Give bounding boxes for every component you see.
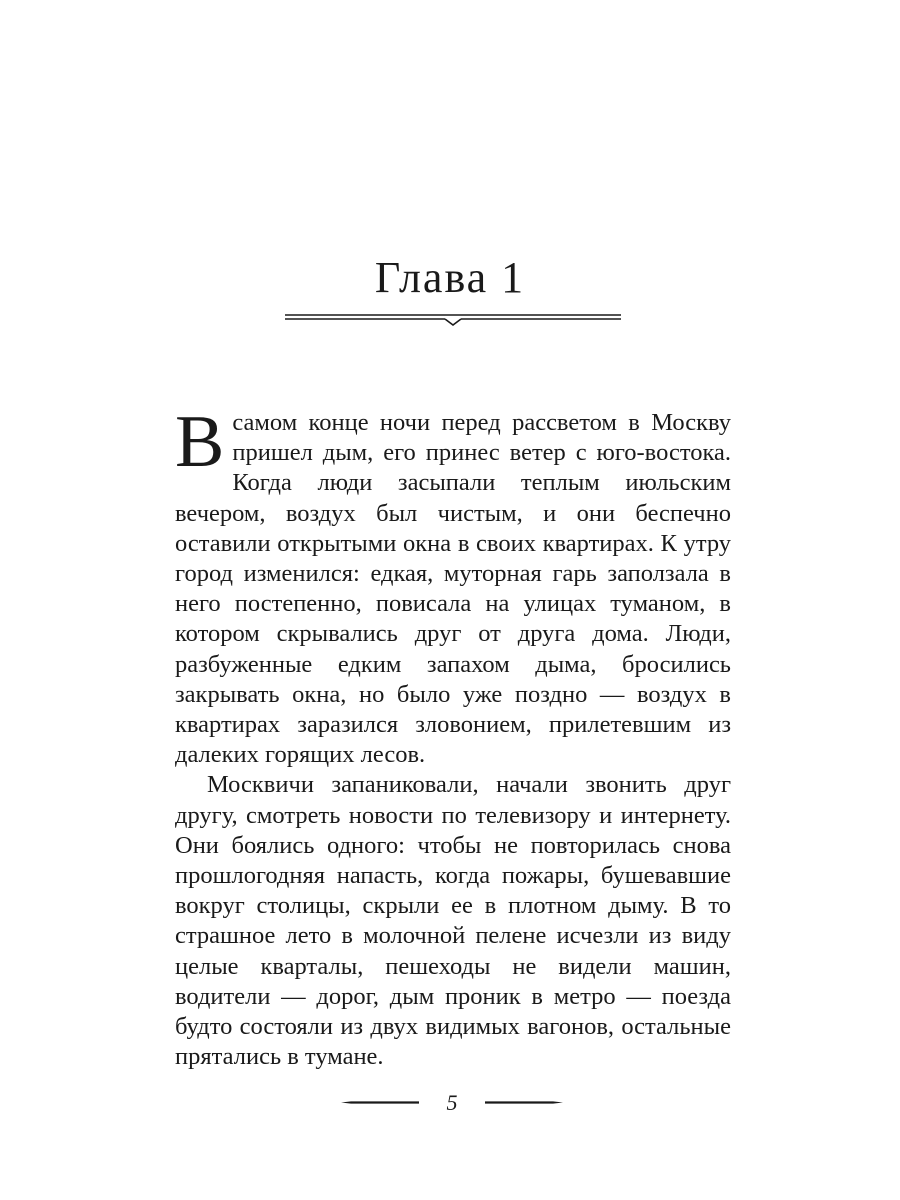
page-number: 5: [446, 1090, 458, 1115]
paragraph-2: [175, 770, 731, 1072]
page-footer: [0, 1088, 900, 1118]
footer-rule-left: [341, 1101, 419, 1104]
chapter-title: Глава 1: [374, 253, 526, 302]
title-ornament: [285, 308, 621, 332]
paragraph-1-text: самом конце ночи перед рассветом в Москву пришел дым, его принес ветер с юго-востока. Когда люди засыпали теплым июльским вечером, воздух был чистым, и они беспечно оставили открытыми окна в своих квартирах. К утру город изменился: едкая, муторная гарь заползала в него постепенно, повисала на улицах туманом, в котором скрывались друг от друга дома. Люди, разбуженные едким запахом дыма, бросились закрывать окна, но было уже поздно — воздух в квартирах заразился зловонием, прилетевшим из далеких горящих лесов.: [175, 409, 731, 769]
drop-cap: В: [175, 401, 225, 483]
chapter-text: [175, 401, 731, 1072]
paragraph-1: [175, 401, 731, 770]
footer-rule-right: [485, 1101, 563, 1104]
paragraph-2-text: Москвичи запаниковали, начали звонить друг другу, смотреть новости по телевизору и интернету. Они боялись одного: чтобы не повторилась снова прошлогодняя напасть, когда пожары, бушевавшие вокруг столицы, скрыли ее в плотном дыму. В то страшное лето в молочной пелене исчезли из виду целые кварталы, пешеходы не видели машин, водители — дорог, дым проник в метро — поезда будто состояли из двух видимых вагонов, остальные прятались в тумане.: [175, 771, 731, 1071]
ornament-chevron: [445, 319, 461, 325]
